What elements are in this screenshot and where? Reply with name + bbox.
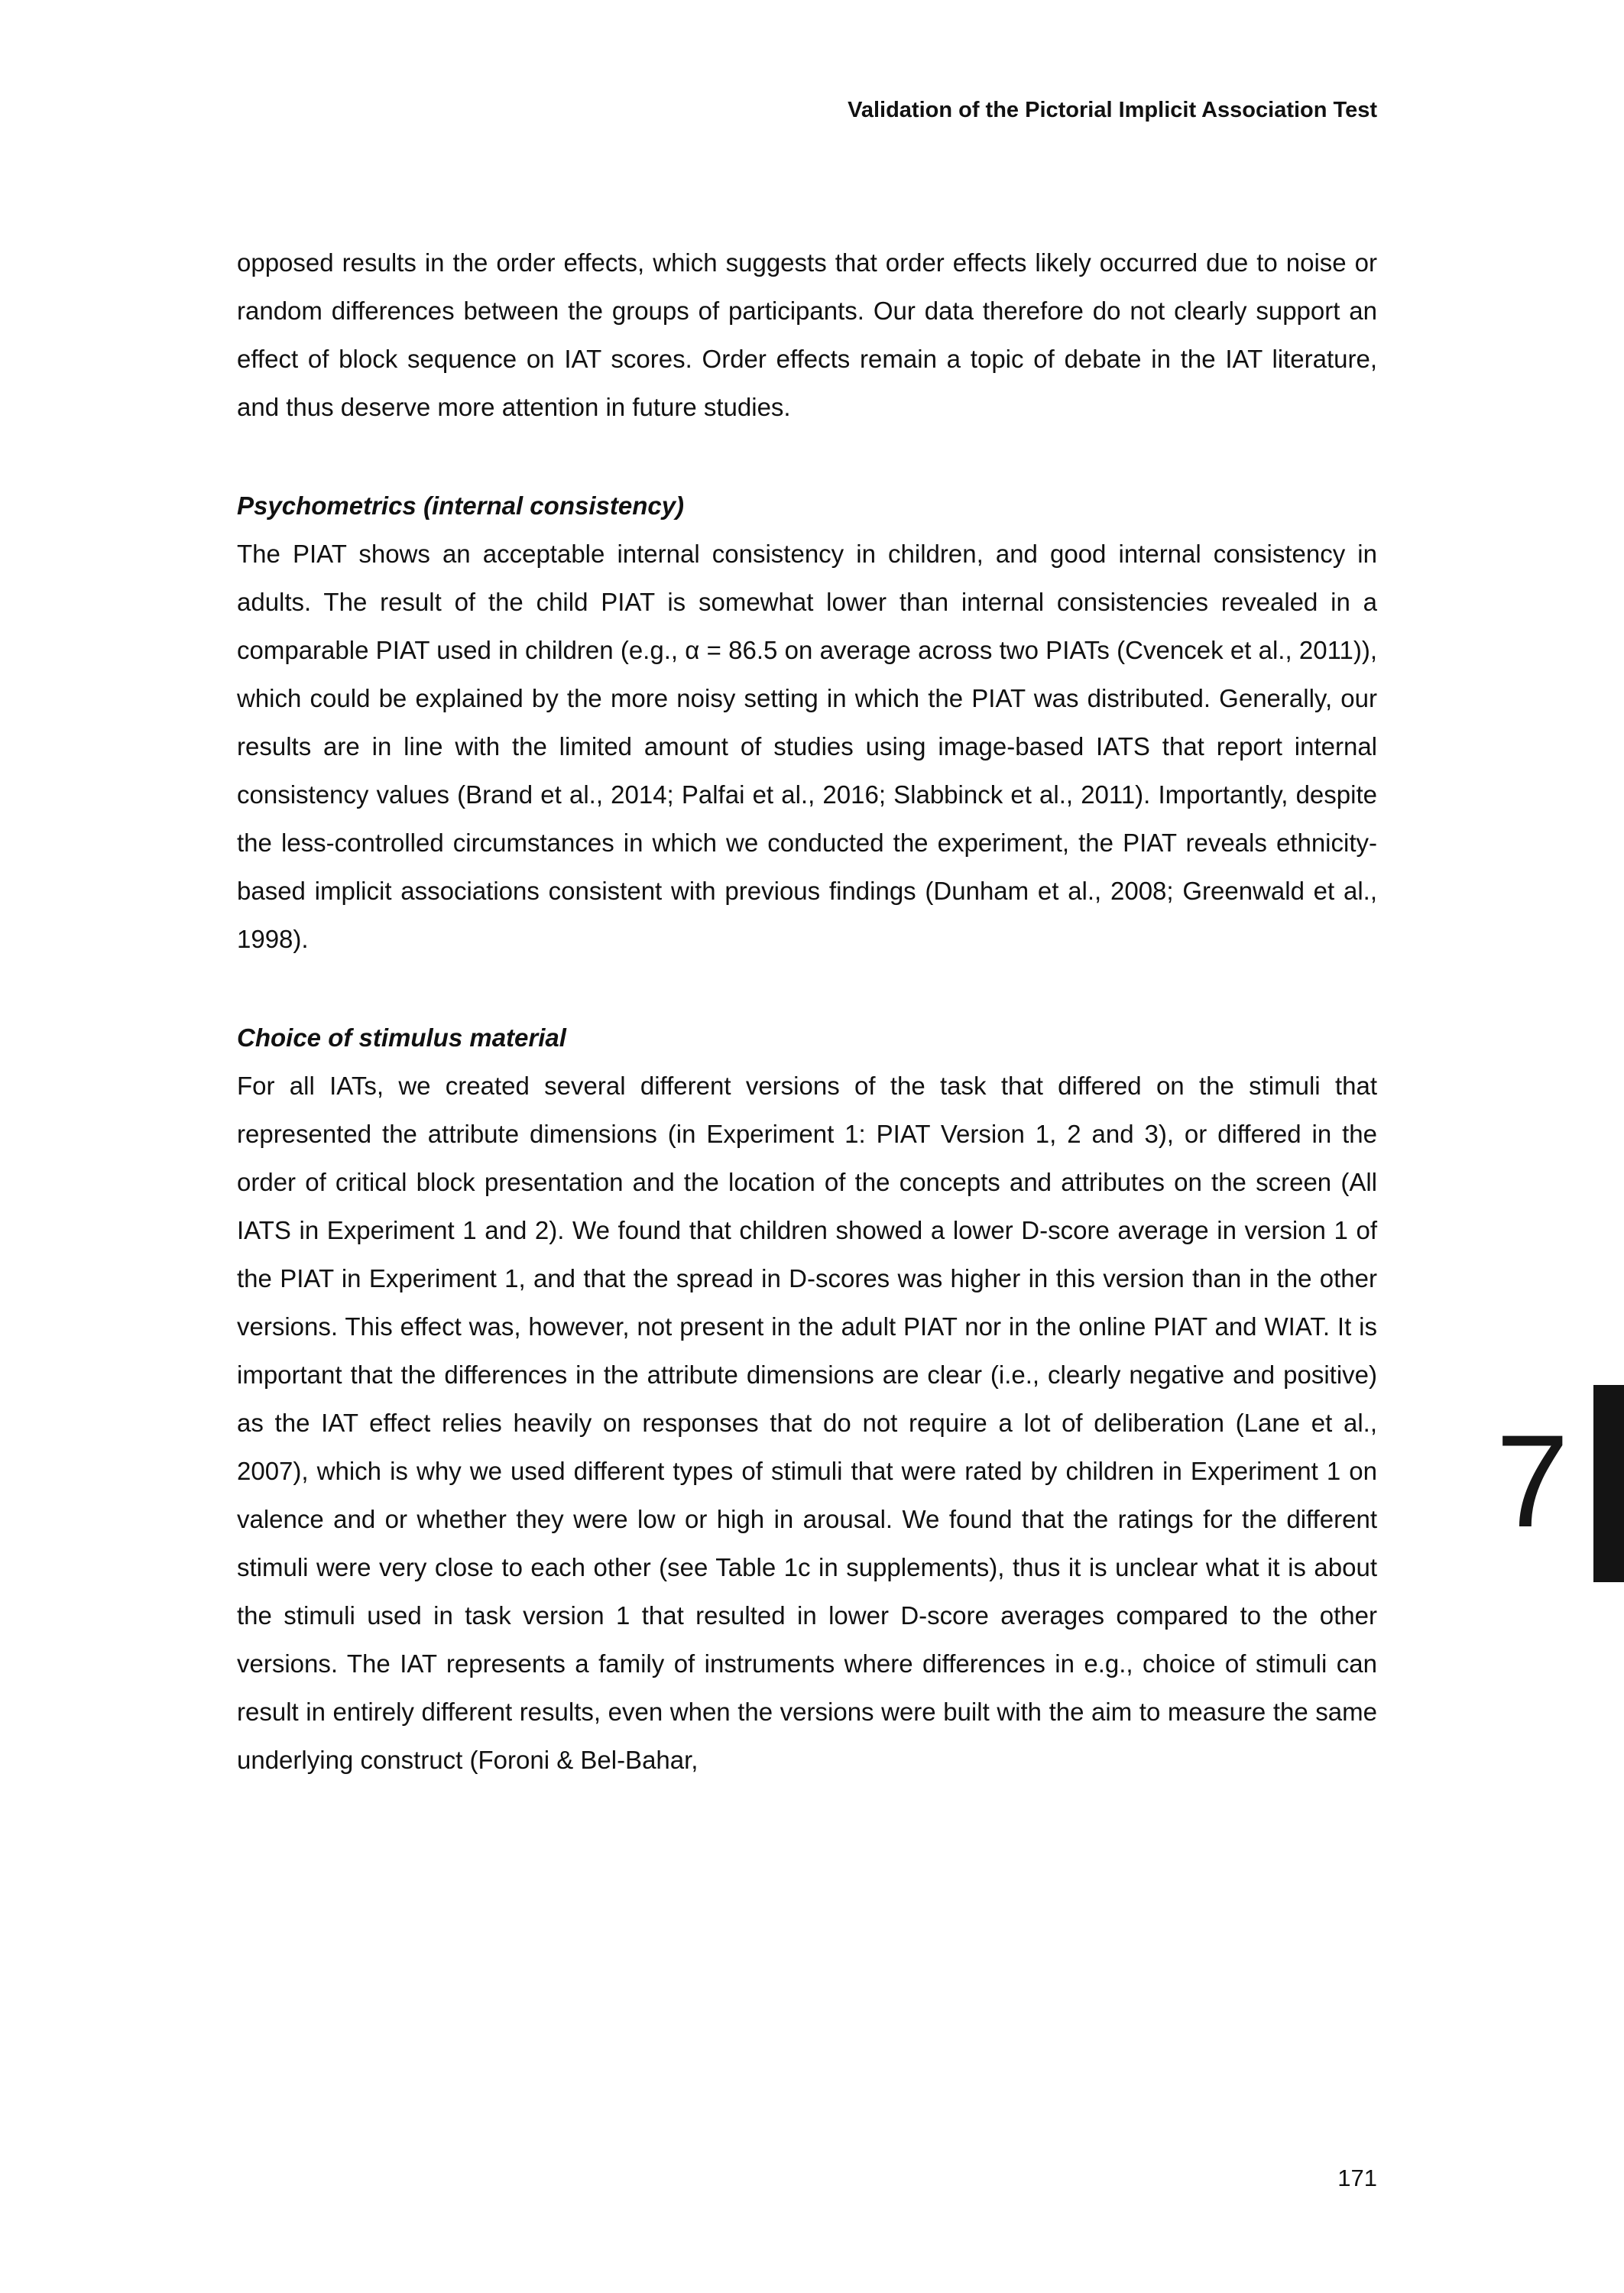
- running-header: Validation of the Pictorial Implicit Association Test: [848, 98, 1377, 122]
- paragraph-psychometrics: The PIAT shows an acceptable internal consistency in children, and good internal consistency in adults. The result of the child PIAT is somewhat lower than internal consistencies revealed in a comparable PIAT used in children (e.g., α = 86.5 on average across two PIATs (Cvencek et al., 2011)), which could be explained by the more noisy setting in which the PIAT was distributed. Generally, our results are in line with the limited amount of studies using image-based IATS that report internal consistency values (Brand et al., 2014; Palfai et al., 2016; Slabbinck et al., 2011). Importantly, despite the less-controlled circumstances in which we conducted the experiment, the PIAT reveals ethnicity-based implicit associations consistent with previous findings (Dunham et al., 2008; Greenwald et al., 1998).: [237, 540, 1377, 953]
- paragraph-stimulus-material: For all IATs, we created several different versions of the task that differed on the stimuli that represented the attribute dimensions (in Experiment 1: PIAT Version 1, 2 and 3), or differed in the order of critical block presentation and the location of the concepts and attributes on the screen (All IATS in Experiment 1 and 2). We found that children showed a lower D-score average in version 1 of the PIAT in Experiment 1, and that the spread in D-scores was higher in this version than in the other versions. This effect was, however, not present in the adult PIAT nor in the online PIAT and WIAT. It is important that the differences in the attribute dimensions are clear (i.e., clearly negative and positive) as the IAT effect relies heavily on responses that do not require a lot of deliberation (Lane et al., 2007), which is why we used different types of stimuli that were rated by children in Experiment 1 on valence and or whether they were low or high in arousal. We found that the ratings for the different stimuli were very close to each other (see Table 1c in supplements), thus it is unclear what it is about the stimuli used in task version 1 that resulted in lower D-score averages compared to the other versions. The IAT represents a family of instruments where differences in e.g., choice of stimuli can result in entirely different results, even when the versions were built with the aim to measure the same underlying construct (Foroni & Bel-Bahar,: [237, 1072, 1377, 1774]
- page-number: 171: [1337, 2165, 1377, 2191]
- chapter-number: 7: [1496, 1408, 1569, 1555]
- section-heading-psychometrics: Psychometrics (internal consistency): [237, 491, 685, 520]
- paragraph-order-effects: opposed results in the order effects, which suggests that order effects likely occurred due to noise or random differences between the groups of participants. Our data therefore do not clearly support an effect of block sequence on IAT scores. Order effects remain a topic of debate in the IAT literature, and thus deserve more attention in future studies.: [237, 248, 1377, 421]
- chapter-tab-bar: [1593, 1385, 1624, 1582]
- page-body: [237, 238, 1377, 1784]
- section-heading-stimulus-material: Choice of stimulus material: [237, 1023, 566, 1052]
